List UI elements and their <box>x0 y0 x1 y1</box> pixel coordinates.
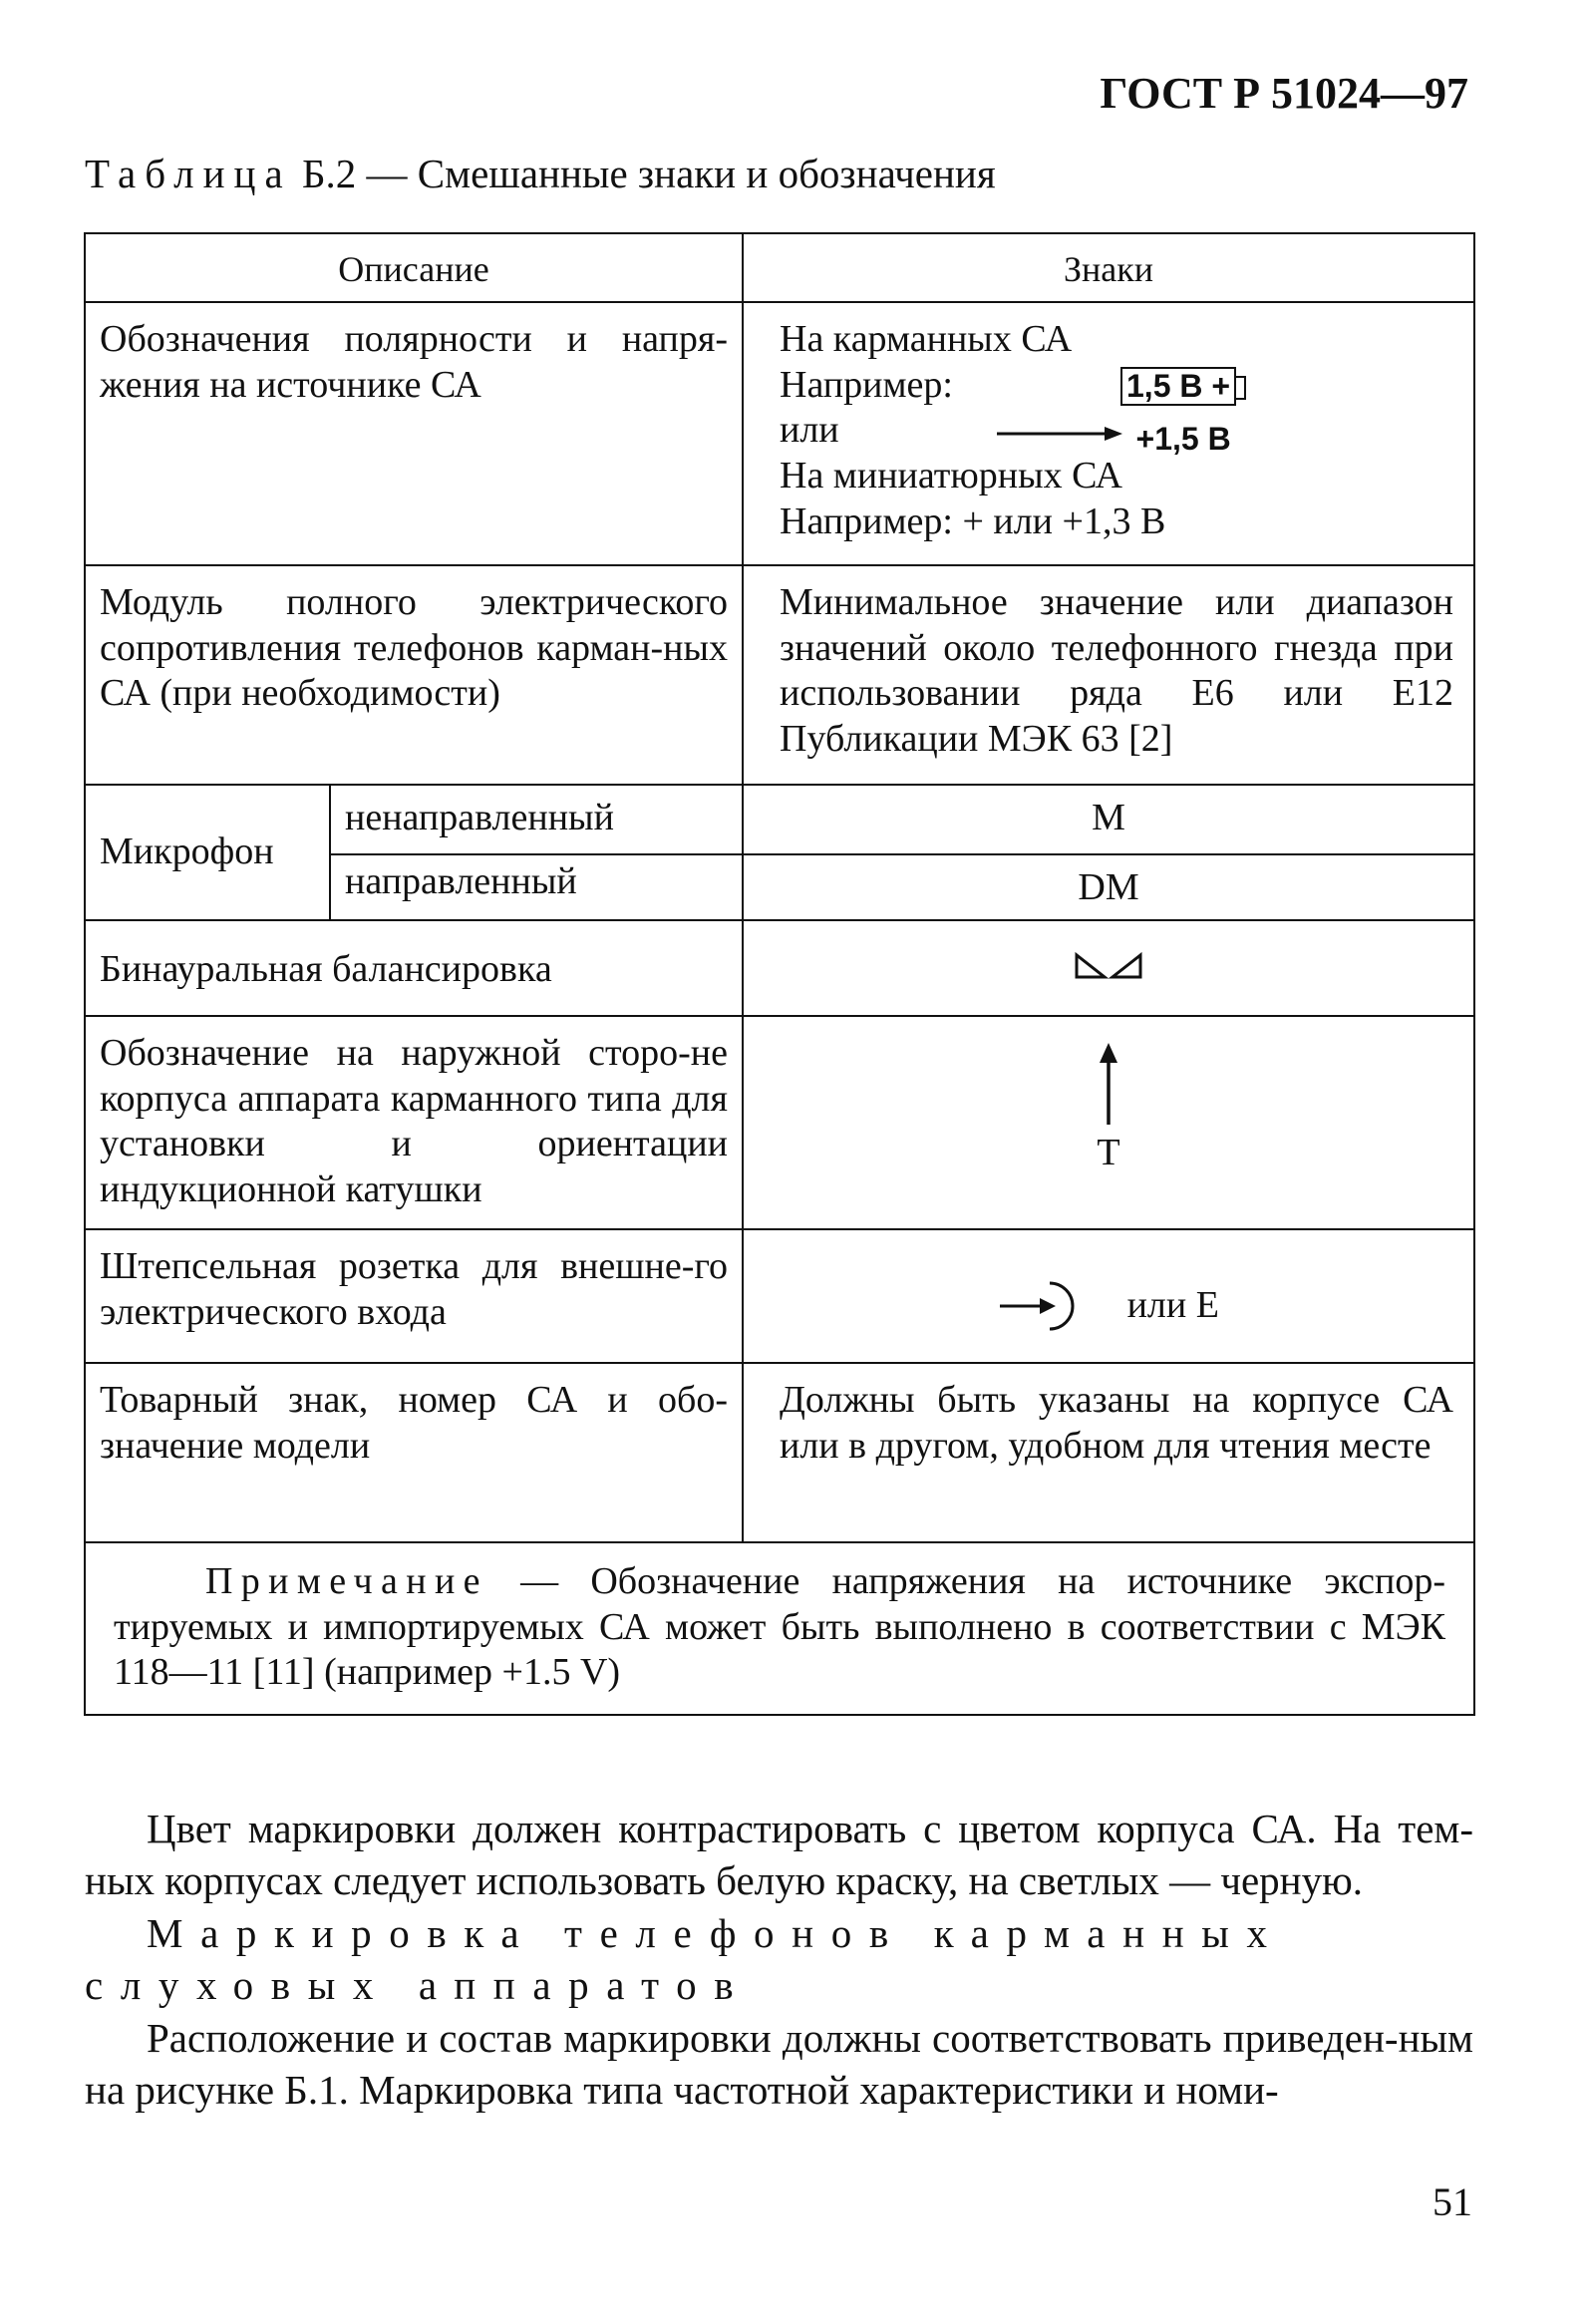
header-signs: Знаки <box>743 233 1474 302</box>
table-row <box>85 1363 1474 1542</box>
row-sign: М <box>743 785 1474 854</box>
note-prefix: Примечание <box>205 1560 488 1603</box>
table-header-row <box>85 233 1474 302</box>
row-sign <box>743 1016 1474 1229</box>
sub-description: ненаправленный <box>330 785 743 854</box>
note-text: — Обозначение напряжения на источнике экспор-тируемых и импортируемых СА может быть выполнено в соответствии с МЭК 118—11 [11] (например +1.5 V) <box>114 1560 1445 1694</box>
body-text <box>85 1803 1473 2117</box>
example-label: Например: <box>780 363 953 406</box>
table-row <box>85 1016 1474 1229</box>
row-description: Обозначение на наружной сторо-не корпуса аппарата карманного типа для установки и ориентации индукционной катушки <box>85 1016 743 1229</box>
row-signs: Минимальное значение или диапазон значений около телефонного гнезда при использовании ряда Е6 или Е12 Публикации МЭК 63 [2] <box>743 565 1474 785</box>
signs-line: На миниатюрных СА <box>780 454 1123 497</box>
row-description: Бинауральная балансировка <box>85 920 743 1016</box>
table-note <box>85 1542 1474 1715</box>
signs-line <box>780 363 1459 409</box>
input-socket-icon <box>998 1275 1094 1337</box>
table-caption-title: Б.2 — Смешанные знаки и обозначения <box>291 151 996 196</box>
row-description: Обозначения полярности и напря-жения на источнике СА <box>85 302 743 565</box>
signs-line: На карманных СА <box>780 318 1073 361</box>
sub-description: направленный <box>330 854 743 920</box>
battery-terminal-icon <box>1236 376 1246 400</box>
table-row <box>85 1229 1474 1363</box>
row-description: Товарный знак, номер СА и обо-значение модели <box>85 1363 743 1542</box>
table-caption-prefix: Таблица <box>85 151 292 196</box>
binaural-balance-icon <box>1073 951 1144 981</box>
subheading: Маркировка телефонов карманных слуховых аппаратов <box>85 1909 1285 2009</box>
row-signs <box>743 302 1474 565</box>
battery-polarity-icon <box>1120 367 1236 406</box>
row-description: Микрофон <box>85 785 330 920</box>
row-sign: DM <box>743 854 1474 920</box>
page-number: 51 <box>1433 2179 1472 2224</box>
signs-line <box>780 408 1459 458</box>
signs-line: Например: + или +1,3 В <box>780 499 1166 542</box>
table-row <box>85 565 1474 785</box>
table-row <box>85 785 1474 854</box>
document-code: ГОСТ Р 51024—97 <box>1100 69 1468 118</box>
socket-alt-label: или Е <box>1126 1284 1219 1327</box>
right-arrow-icon <box>997 424 1122 444</box>
or-label: или <box>780 409 839 452</box>
table-note-row <box>85 1542 1474 1715</box>
up-arrow-icon <box>1094 1043 1123 1125</box>
table-row <box>85 920 1474 1016</box>
row-description: Модуль полного электрического сопротивления телефонов карман-ных СА (при необходимости) <box>85 565 743 785</box>
row-signs: Должны быть указаны на корпусе СА или в другом, удобном для чтения месте <box>743 1363 1474 1542</box>
row-sign <box>743 920 1474 1016</box>
battery-label: 1,5 В + <box>1126 367 1231 404</box>
header-description: Описание <box>85 233 743 302</box>
table-caption <box>85 150 996 197</box>
coil-letter: Т <box>1097 1132 1120 1174</box>
paragraph: Цвет маркировки должен контрастировать с цветом корпуса СА. На тем-ных корпусах следует использовать белую краску, на светлых — черную. <box>85 1806 1473 1904</box>
row-description: Штепсельная розетка для внешне-го электрического входа <box>85 1229 743 1363</box>
signs-table <box>84 232 1475 1716</box>
voltage-label: +1,5 В <box>1135 421 1231 458</box>
paragraph: Расположение и состав маркировки должны соответствовать приведен-ным на рисунке Б.1. Маркировка типа частотной характеристики и номи- <box>85 2014 1473 2114</box>
table-row <box>85 302 1474 565</box>
row-sign <box>743 1229 1474 1363</box>
